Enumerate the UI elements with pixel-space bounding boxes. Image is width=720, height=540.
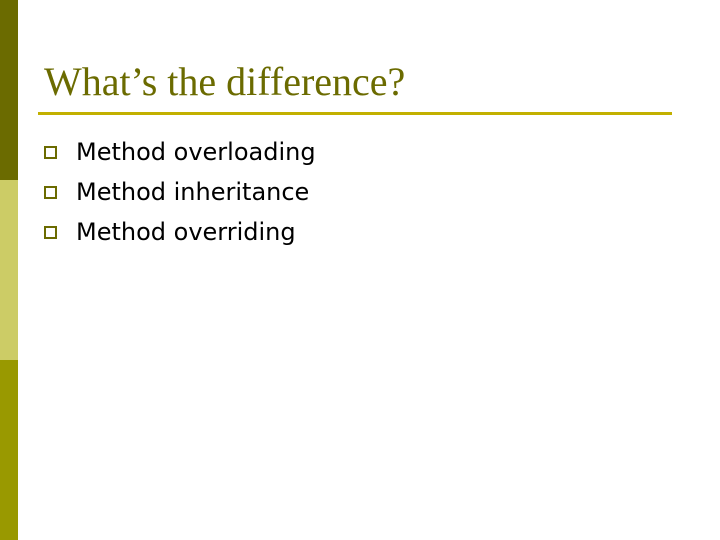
bullet-text: Method overriding — [76, 218, 296, 246]
bullet-item — [44, 172, 316, 212]
bullet-item — [44, 132, 316, 172]
bullet-list — [44, 132, 316, 252]
bullet-text: Method inheritance — [76, 178, 310, 206]
left-accent-stripe-top — [0, 0, 18, 180]
hollow-square-bullet-icon — [44, 186, 57, 199]
hollow-square-bullet-icon — [44, 146, 57, 159]
title-underline-rule — [38, 112, 672, 115]
bullet-text: Method overloading — [76, 138, 316, 166]
bullet-item — [44, 212, 316, 252]
left-accent-stripe-bottom — [0, 360, 18, 540]
hollow-square-bullet-icon — [44, 226, 57, 239]
slide-title: What’s the difference? — [44, 59, 406, 104]
left-accent-stripe-middle — [0, 180, 18, 360]
